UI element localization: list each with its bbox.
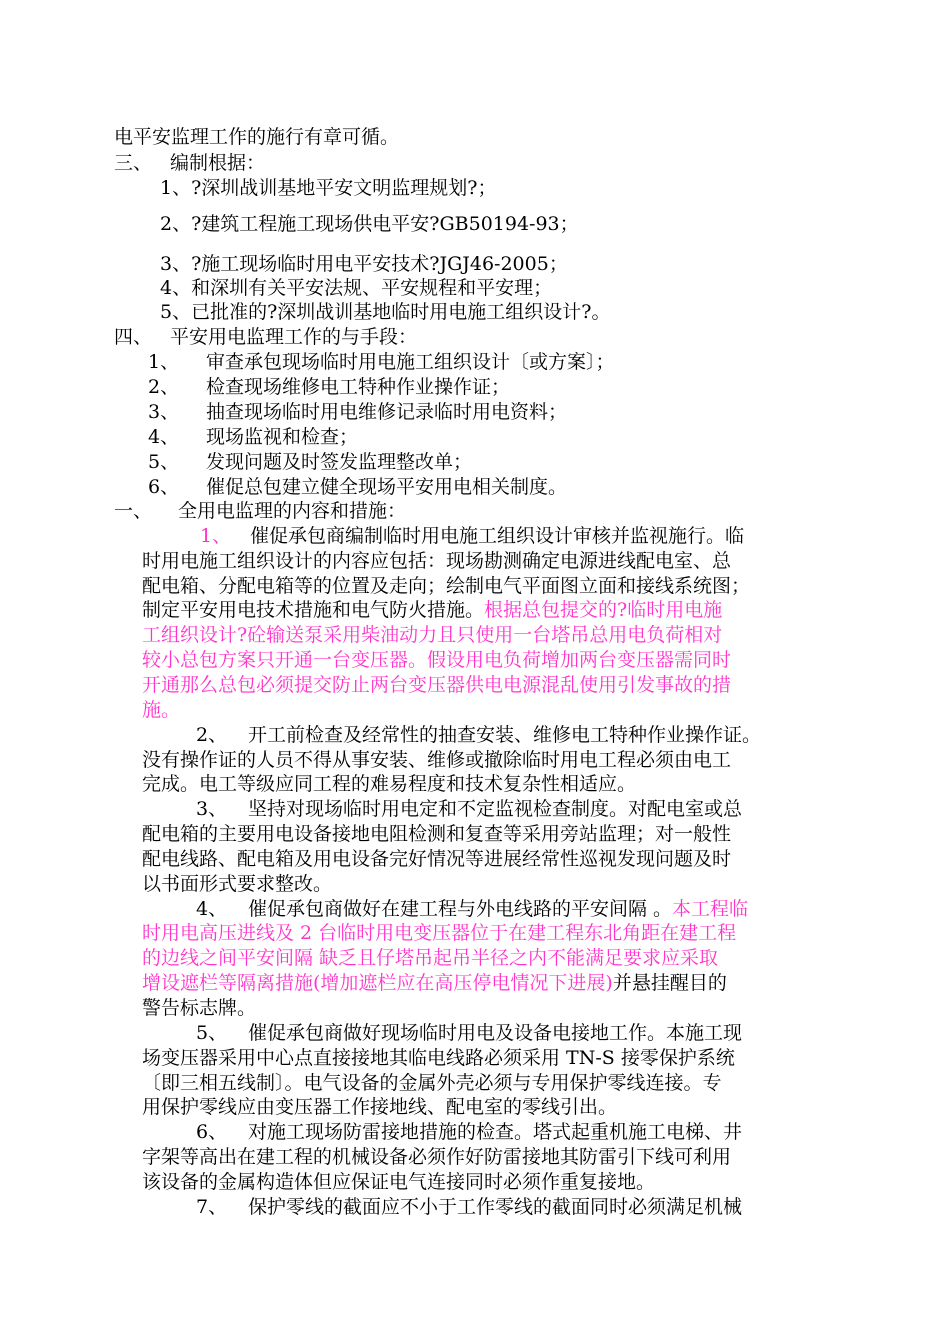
paragraph-text: 制定平安用电技术措施和电气防火措施。 xyxy=(142,599,485,621)
paragraph-line: 场变压器采用中心点直接接地其临电线路必须采用 TN-S 接零保护系统 xyxy=(142,1047,735,1069)
paragraph-line: 时用电施工组织设计的内容应包括：现场勘测确定电源进线配电室、总 xyxy=(142,550,732,572)
paragraph-line: 催促承包商编制临时用电施工组织设计审核并监视施行。临 xyxy=(250,525,745,547)
paragraph-line: 配电线路、配电箱及用电设备完好情况等进展经常性巡视发现问题及时 xyxy=(142,848,732,870)
paragraph-number: 1、 xyxy=(200,525,232,547)
method-item-text: 抽查现场临时用电维修记录临时用电资料； xyxy=(206,401,568,423)
method-item-text: 发现问题及时签发监理整改单； xyxy=(206,451,473,473)
method-item-text: 检查现场维修电工特种作业操作证； xyxy=(206,376,511,398)
basis-item: 2、?建筑工程施工现场供电平安?GB50194-93； xyxy=(160,213,579,235)
intro-line: 电平安监理工作的施行有章可循。 xyxy=(114,126,400,148)
section-number: 三、 xyxy=(114,152,153,174)
section-number: 四、 xyxy=(114,326,153,348)
paragraph-line: 以书面形式要求整改。 xyxy=(142,873,333,895)
section-title: 平安用电监理工作的与手段： xyxy=(170,326,418,348)
paragraph-line: 对施工现场防雷接地措施的检查。塔式起重机施工电梯、井 xyxy=(248,1121,743,1143)
item-number: 6、 xyxy=(148,476,180,498)
basis-item: 3、?施工现场临时用电平安技术?JGJ46-2005； xyxy=(160,253,568,275)
paragraph-number: 4、 xyxy=(196,898,228,920)
basis-item: 5、已批准的?深圳战训基地临时用电施工组织设计?。 xyxy=(160,301,611,323)
highlighted-line: 工组织设计?砼输送泵采用柴油动力且只使用一台塔吊总用电负荷相对 xyxy=(142,624,723,646)
item-number: 2、 xyxy=(148,376,180,398)
highlighted-line: 时用电高压进线及 2 台临时用电变压器位于在建工程东北角距在建工程 xyxy=(142,922,737,944)
method-item-text: 审查承包现场临时用电施工组织设计〔或方案〕； xyxy=(206,351,615,373)
method-item xyxy=(148,350,179,374)
method-item xyxy=(148,450,179,474)
paragraph-line: 用保护零线应由变压器工作接地线、配电室的零线引出。 xyxy=(142,1096,618,1118)
section-heading-methods xyxy=(114,325,417,349)
paragraph-text: 并悬挂醒目的 xyxy=(612,972,727,994)
paragraph-line: 配电箱、分配电箱等的位置及走向；绘制电气平面图立面和接线系统图； xyxy=(142,575,751,597)
paragraph-line: 字架等高出在建工程的机械设备必须作好防雷接地其防雷引下线可利用 xyxy=(142,1146,732,1168)
paragraph-line: 坚持对现场临时用电定和不定监视检查制度。对配电室或总 xyxy=(248,798,743,820)
item-number: 5、 xyxy=(148,451,180,473)
item-number: 3、 xyxy=(148,401,180,423)
paragraph-line: 保护零线的截面应不小于工作零线的截面同时必须满足机械 xyxy=(248,1196,743,1218)
basis-item: 4、和深圳有关平安法规、平安规程和平安理； xyxy=(160,277,553,299)
paragraph-line xyxy=(248,897,748,921)
paragraph-line: 警告标志牌。 xyxy=(142,997,257,1019)
highlighted-text: 根据总包提交的?临时用电施 xyxy=(484,599,723,621)
paragraph-line: 配电箱的主要用电设备接地电阻检测和复查等采用旁站监理；对一般性 xyxy=(142,823,732,845)
highlighted-line: 较小总包方案只开通一台变压器。假设用电负荷增加两台变压器需同时 xyxy=(142,649,732,671)
paragraph-number: 5、 xyxy=(196,1022,228,1044)
item-number: 4、 xyxy=(148,426,180,448)
method-item-text: 现场监视和检查； xyxy=(206,426,359,448)
highlighted-text: 增设遮栏等隔离措施(增加遮栏应在高压停电情况下进展) xyxy=(142,972,613,994)
method-item-text: 催促总包建立健全现场平安用电相关制度。 xyxy=(206,476,568,498)
method-item xyxy=(148,400,179,424)
method-item xyxy=(148,475,179,499)
section-title: 全用电监理的内容和措施： xyxy=(178,500,407,522)
paragraph-text: 催促承包商做好在建工程与外电线路的平安间隔 。 xyxy=(248,898,673,920)
paragraph-line: 开工前检查及经常性的抽查安装、维修电工特种作业操作证。 xyxy=(248,724,762,746)
method-item xyxy=(148,425,179,449)
paragraph-number: 2、 xyxy=(196,724,228,746)
paragraph-line xyxy=(142,971,727,995)
paragraph-number: 3、 xyxy=(196,798,228,820)
highlighted-line: 开通那么总包必须提交防止两台变压器供电电源混乱使用引发事故的措 xyxy=(142,674,732,696)
paragraph-line: 没有操作证的人员不得从事安装、维修或撤除临时用电工程必须由电工 xyxy=(142,749,732,771)
section-heading-basis xyxy=(114,151,265,175)
item-number: 1、 xyxy=(148,351,180,373)
paragraph-line: 〔即三相五线制〕。电气设备的金属外壳必须与专用保护零线连接。专 xyxy=(142,1072,722,1094)
paragraph-line: 完成。电工等级应同工程的难易程度和技术复杂性相适应。 xyxy=(142,773,637,795)
highlighted-line: 施。 xyxy=(142,699,181,721)
paragraph-line: 该设备的金属构造体但应保证电气连接同时必须作重复接地。 xyxy=(142,1171,656,1193)
paragraph-number: 7、 xyxy=(196,1196,228,1218)
section-title: 编制根据： xyxy=(170,152,266,174)
highlighted-text: 本工程临 xyxy=(672,898,749,920)
basis-item: 1、?深圳战训基地平安文明监理规划?； xyxy=(160,177,497,199)
paragraph-line xyxy=(142,598,722,622)
section-number: 一、 xyxy=(114,500,153,522)
paragraph-line: 催促承包商做好现场临时用电及设备电接地工作。本施工现 xyxy=(248,1022,743,1044)
section-heading-measures xyxy=(114,499,406,523)
method-item xyxy=(148,375,179,399)
highlighted-line: 的边线之间平安间隔 缺乏且仔塔吊起吊半径之内不能满足要求应采取 xyxy=(142,947,719,969)
paragraph-number: 6、 xyxy=(196,1121,228,1143)
